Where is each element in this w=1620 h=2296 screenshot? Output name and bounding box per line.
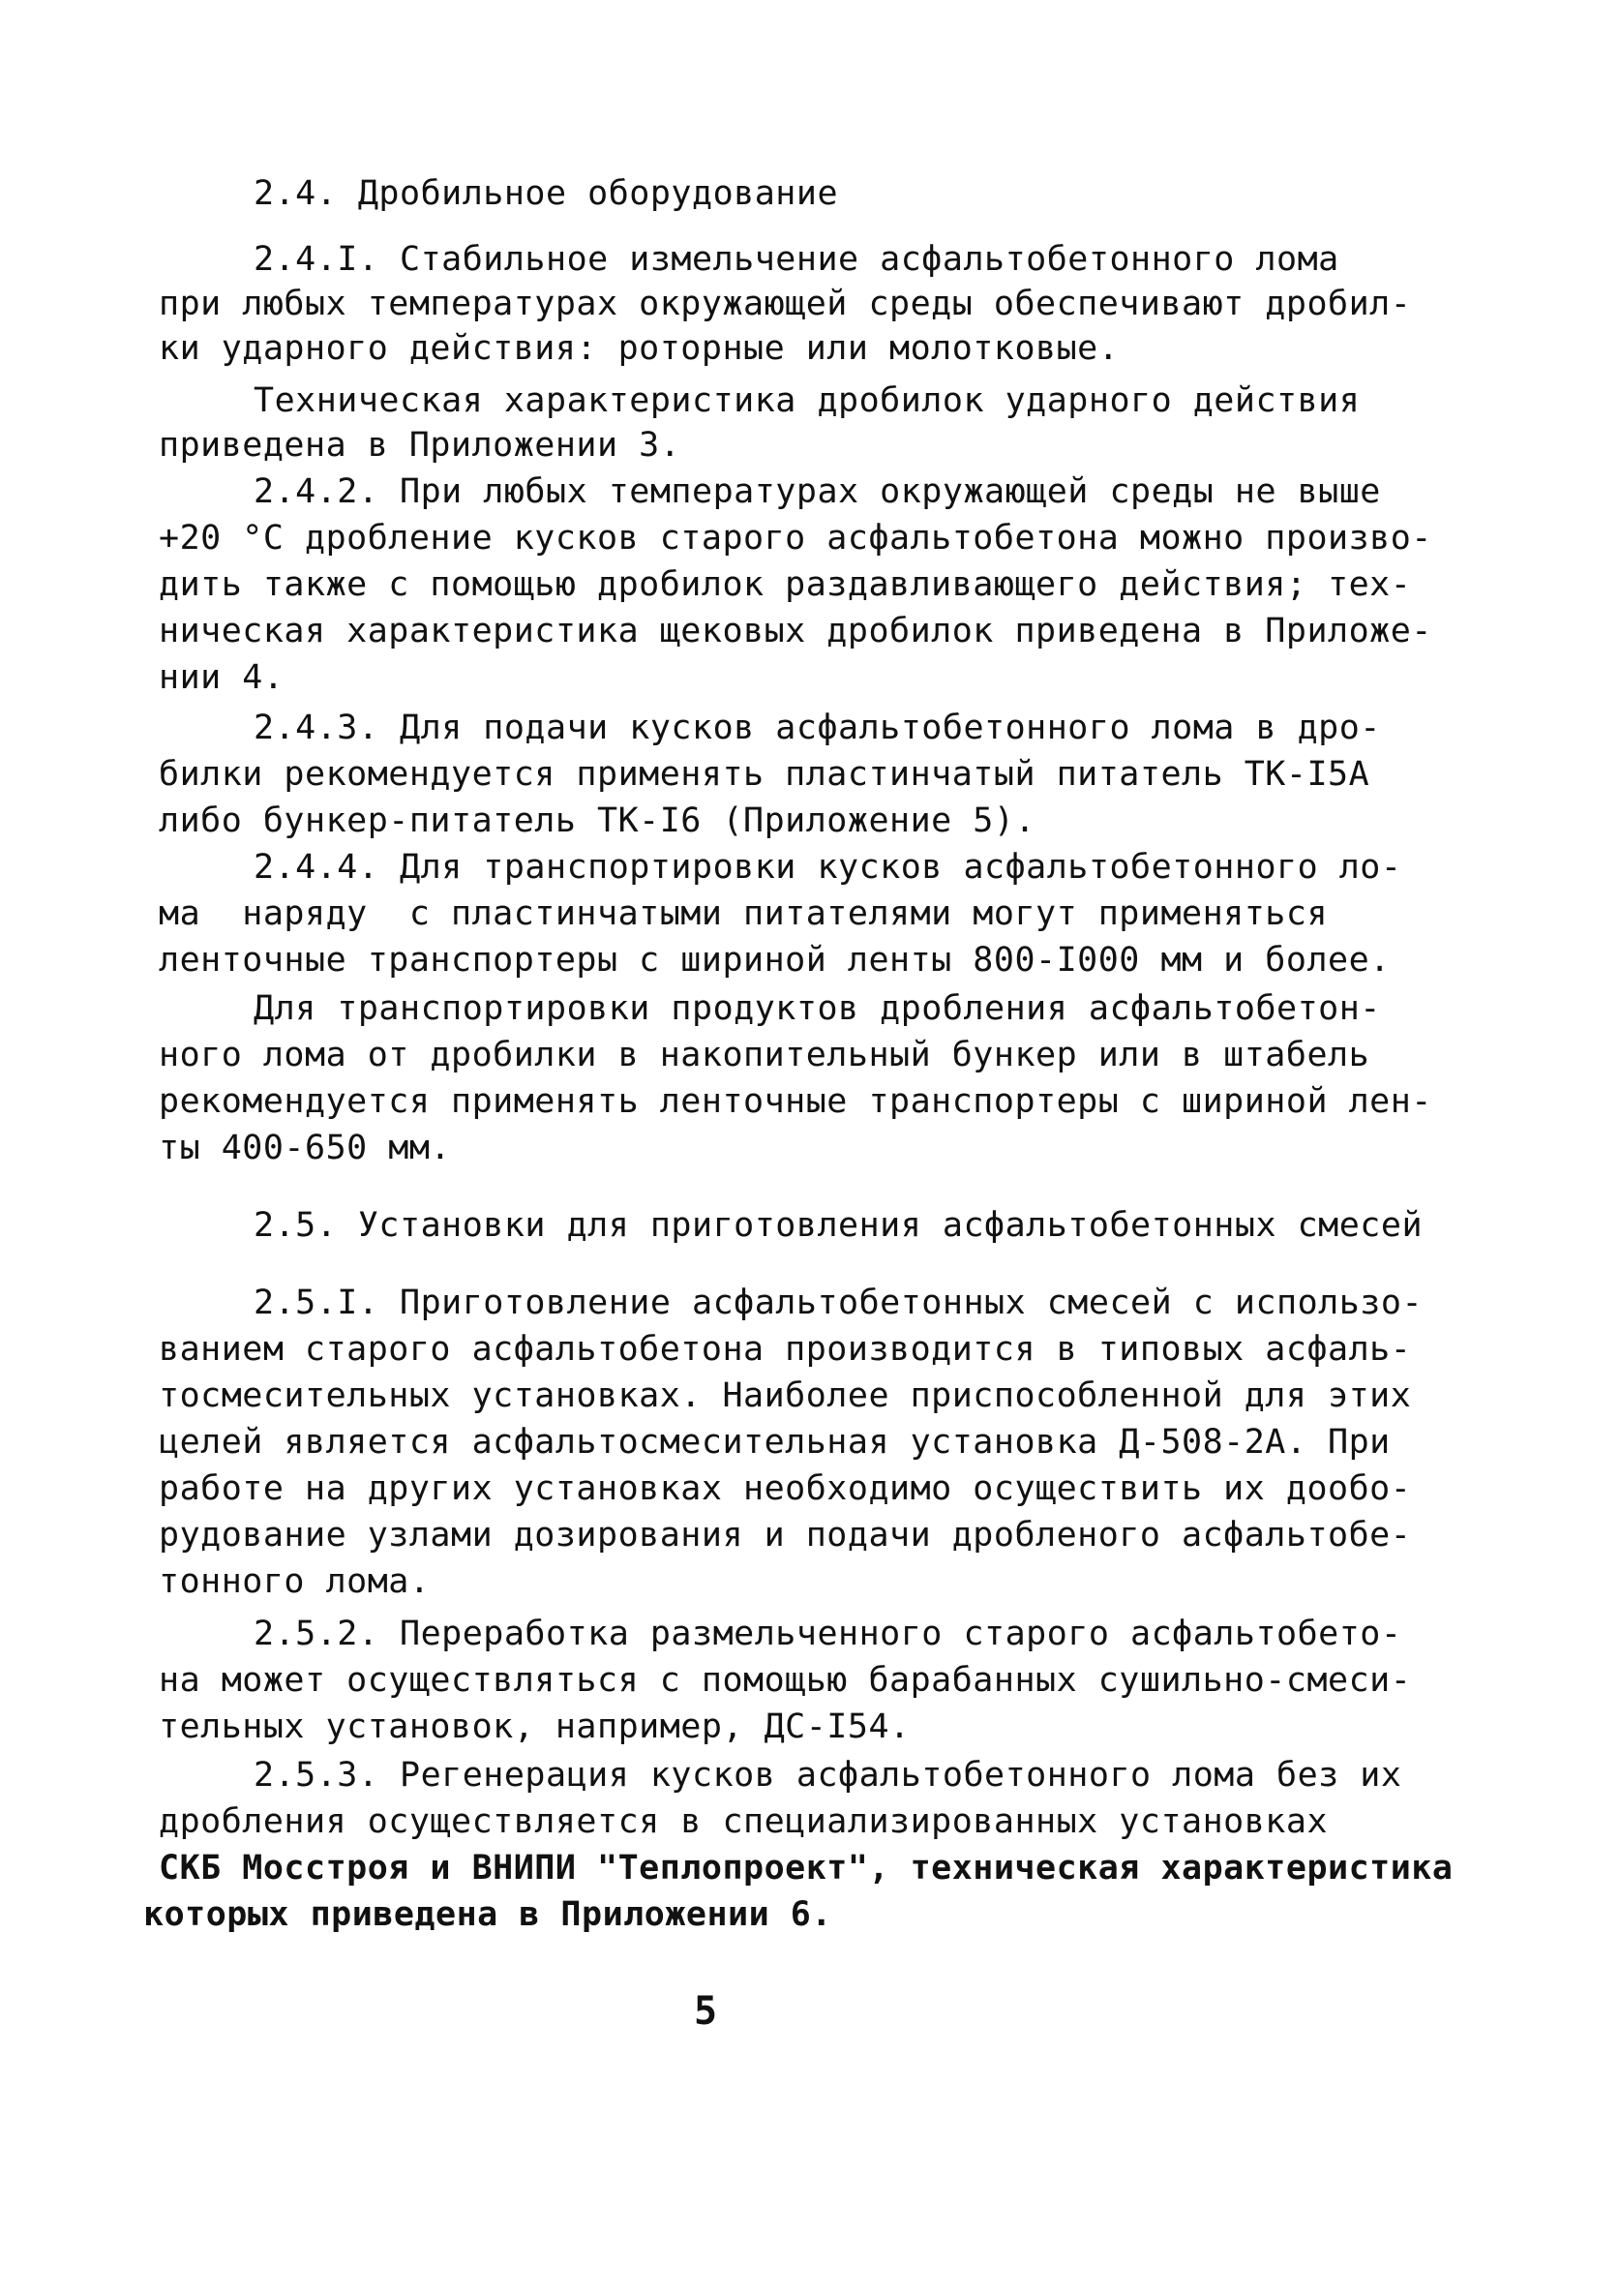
section-heading-2-4: 2.4. Дробильное оборудование [254, 174, 839, 213]
text-line: ванием старого асфальтобетона производится в типовых асфаль- [159, 1330, 1412, 1369]
text-line: либо бункер-питатель ТК-I6 (Приложение 5). [159, 801, 1036, 840]
text-line: тонного лома. [159, 1562, 431, 1601]
text-line: 2.5.2. Переработка размельченного старого асфальтобето- [254, 1615, 1402, 1653]
text-line: СКБ Мосстроя и ВНИПИ "Теплопроект", техническая характеристика [159, 1849, 1454, 1888]
text-line: ты 400-650 мм. [159, 1129, 452, 1167]
page-number: 5 [694, 1989, 718, 2034]
text-line: ки ударного действия: роторные или молотковые. [159, 329, 1120, 368]
text-line: при любых температурах окружающей среды обеспечивают дробил- [159, 285, 1412, 323]
text-line: дить также с помощью дробилок раздавливающего действия; тех- [159, 565, 1412, 604]
text-line: 2.5.I. Приготовление асфальтобетонных смесей с использо- [254, 1284, 1424, 1322]
text-line: рудование узлами дозирования и подачи дробленого асфальтобе- [159, 1516, 1412, 1555]
text-line: 2.4.I. Стабильное измельчение асфальтобетонного лома [254, 240, 1339, 279]
section-heading-2-5: 2.5. Установки для приготовления асфальтобетонных смесей [254, 1206, 1424, 1245]
text-line: приведена в Приложении 3. [159, 426, 681, 465]
text-line: Для транспортировки продуктов дробления асфальтобетон- [254, 989, 1381, 1028]
text-line: нии 4. [159, 658, 285, 697]
text-line: 2.4.3. Для подачи кусков асфальтобетонного лома в дро- [254, 709, 1381, 747]
text-line: Техническая характеристика дробилок ударного действия [254, 381, 1361, 420]
text-line: которых приведена в Приложении 6. [143, 1895, 832, 1934]
text-line: целей является асфальтосмесительная установка Д-508-2А. При [159, 1423, 1391, 1462]
text-line: 2.5.3. Регенерация кусков асфальтобетонного лома без их [254, 1756, 1402, 1795]
text-line: работе на других установках необходимо осуществить их дообо- [159, 1469, 1412, 1508]
text-line: ленточные транспортеры с шириной ленты 800-I000 мм и более. [159, 941, 1391, 980]
text-line: ного лома от дробилки в накопительный бункер или в штабель [159, 1036, 1370, 1074]
text-line: тельных установок, например, ДС-I54. [159, 1707, 911, 1746]
text-line: 2.4.2. При любых температурах окружающей среды не выше [254, 472, 1381, 511]
text-line: тосмесительных установках. Наиболее приспособленной для этих [159, 1376, 1412, 1415]
text-line: ническая характеристика щековых дробилок приведена в Приложе- [159, 612, 1432, 650]
text-line: рекомендуется применять ленточные транспортеры с шириной лен- [159, 1082, 1432, 1121]
text-line: 2.4.4. Для транспортировки кусков асфальтобетонного ло- [254, 848, 1402, 887]
text-line: билки рекомендуется применять пластинчатый питатель ТК-I5А [159, 755, 1370, 794]
text-line: +20 °С дробление кусков старого асфальтобетона можно произво- [159, 519, 1432, 558]
text-line: дробления осуществляется в специализированных установках [159, 1802, 1329, 1841]
text-line: ма наряду с пластинчатыми питателями могут применяться [159, 894, 1329, 933]
text-line: на может осуществляться с помощью барабанных сушильно-смеси- [159, 1661, 1412, 1700]
